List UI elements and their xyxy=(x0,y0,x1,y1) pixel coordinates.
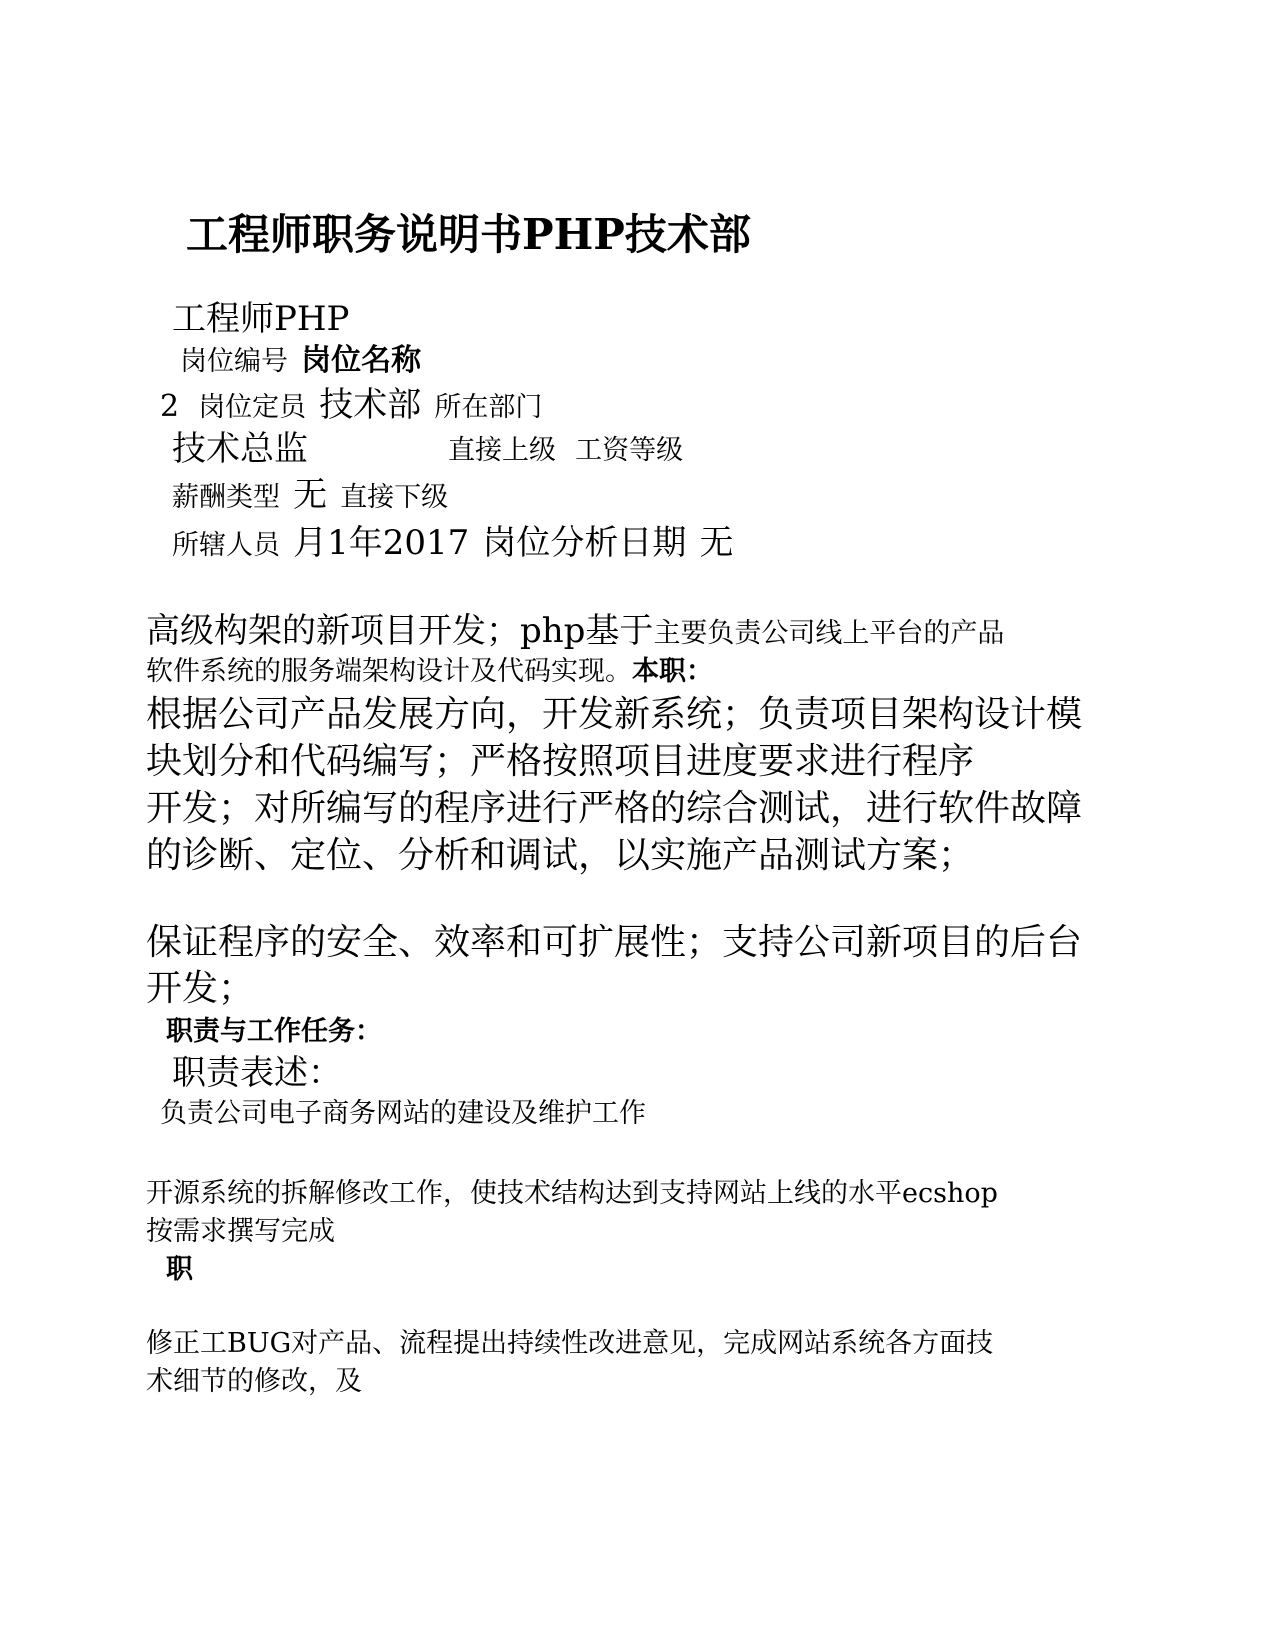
job-info-line-5 xyxy=(172,475,449,515)
duty-item-3-line-1: 修正工BUG对产品、流程提出持续性改进意见，完成网站系统各方面技 xyxy=(146,1328,994,1359)
duty-item-2-line-2: 按需求撰写完成 xyxy=(146,1216,335,1247)
label-pay-type: 薪酬类型 xyxy=(172,482,280,513)
paragraph-2-line-2: 开发； xyxy=(146,968,255,1009)
analysis-date-value: 月1年2017 xyxy=(293,523,470,563)
paragraph-1-line-2: 块划分和代码编写；严格按照项目进度要求进行程序 xyxy=(146,741,975,782)
label-direct-superior: 直接上级 xyxy=(448,435,556,466)
summary-text-2a: 软件系统的服务端架构设计及代码实现。 xyxy=(146,656,632,687)
job-title-line xyxy=(172,299,350,339)
department-value: 技术部 xyxy=(319,385,422,425)
job-info-line-4-right xyxy=(448,437,683,464)
label-headcount: 岗位定员 xyxy=(198,392,307,423)
job-info-line-3 xyxy=(160,385,543,425)
label-analysis-date: 岗位分析日期 xyxy=(482,523,687,563)
supervisor-value: 技术总监 xyxy=(172,429,308,469)
label-staff-managed: 所辖人员 xyxy=(172,530,280,561)
paragraph-1-line-1: 根据公司产品发展方向，开发新系统；负责项目架构设计模 xyxy=(146,694,1083,735)
duties-heading: 职责与工作任务： xyxy=(166,1016,382,1047)
label-post-name: 岗位名称 xyxy=(301,343,422,378)
summary-text-1a: 高级构架的新项目开发；php基于 xyxy=(146,611,654,651)
paragraph-2-line-1: 保证程序的安全、效率和可扩展性；支持公司新项目的后台 xyxy=(146,922,1083,963)
job-info-line-2 xyxy=(180,343,422,378)
summary-text-1b: 主要负责公司线上平台的产品 xyxy=(653,618,1005,649)
paragraph-1-line-3: 开发；对所编写的程序进行严格的综合测试，进行软件故障 xyxy=(146,788,1083,829)
label-department: 所在部门 xyxy=(434,392,543,423)
job-title: 工程师PHP xyxy=(172,299,350,339)
duty-item-3-line-2: 术细节的修改，及 xyxy=(146,1366,362,1397)
duty-item-2-line-1: 开源系统的拆解修改工作，使技术结构达到支持网站上线的水平ecshop xyxy=(146,1178,998,1209)
pay-type-value: 无 xyxy=(293,475,328,515)
label-salary-grade: 工资等级 xyxy=(575,435,684,466)
label-post-number: 岗位编号 xyxy=(180,346,288,377)
summary-line-2 xyxy=(146,658,713,685)
job-info-line-6 xyxy=(172,523,734,563)
summary-label-role: 本职： xyxy=(632,656,713,687)
document-title: 工程师职务说明书PHP技术部 xyxy=(186,210,751,259)
label-direct-subordinate: 直接下级 xyxy=(340,482,449,513)
job-info-line-4 xyxy=(172,429,308,469)
headcount-value: 2 xyxy=(160,389,180,424)
duties-subheading: 职责表述： xyxy=(172,1053,342,1093)
summary-line-1 xyxy=(146,611,1005,651)
duty-label-zhi: 职 xyxy=(166,1254,193,1285)
paragraph-1-line-4: 的诊断、定位、分析和调试，以实施产品测试方案； xyxy=(146,835,975,876)
duty-item-1: 负责公司电子商务网站的建设及维护工作 xyxy=(160,1098,646,1129)
staff-managed-value: 无 xyxy=(699,523,734,563)
